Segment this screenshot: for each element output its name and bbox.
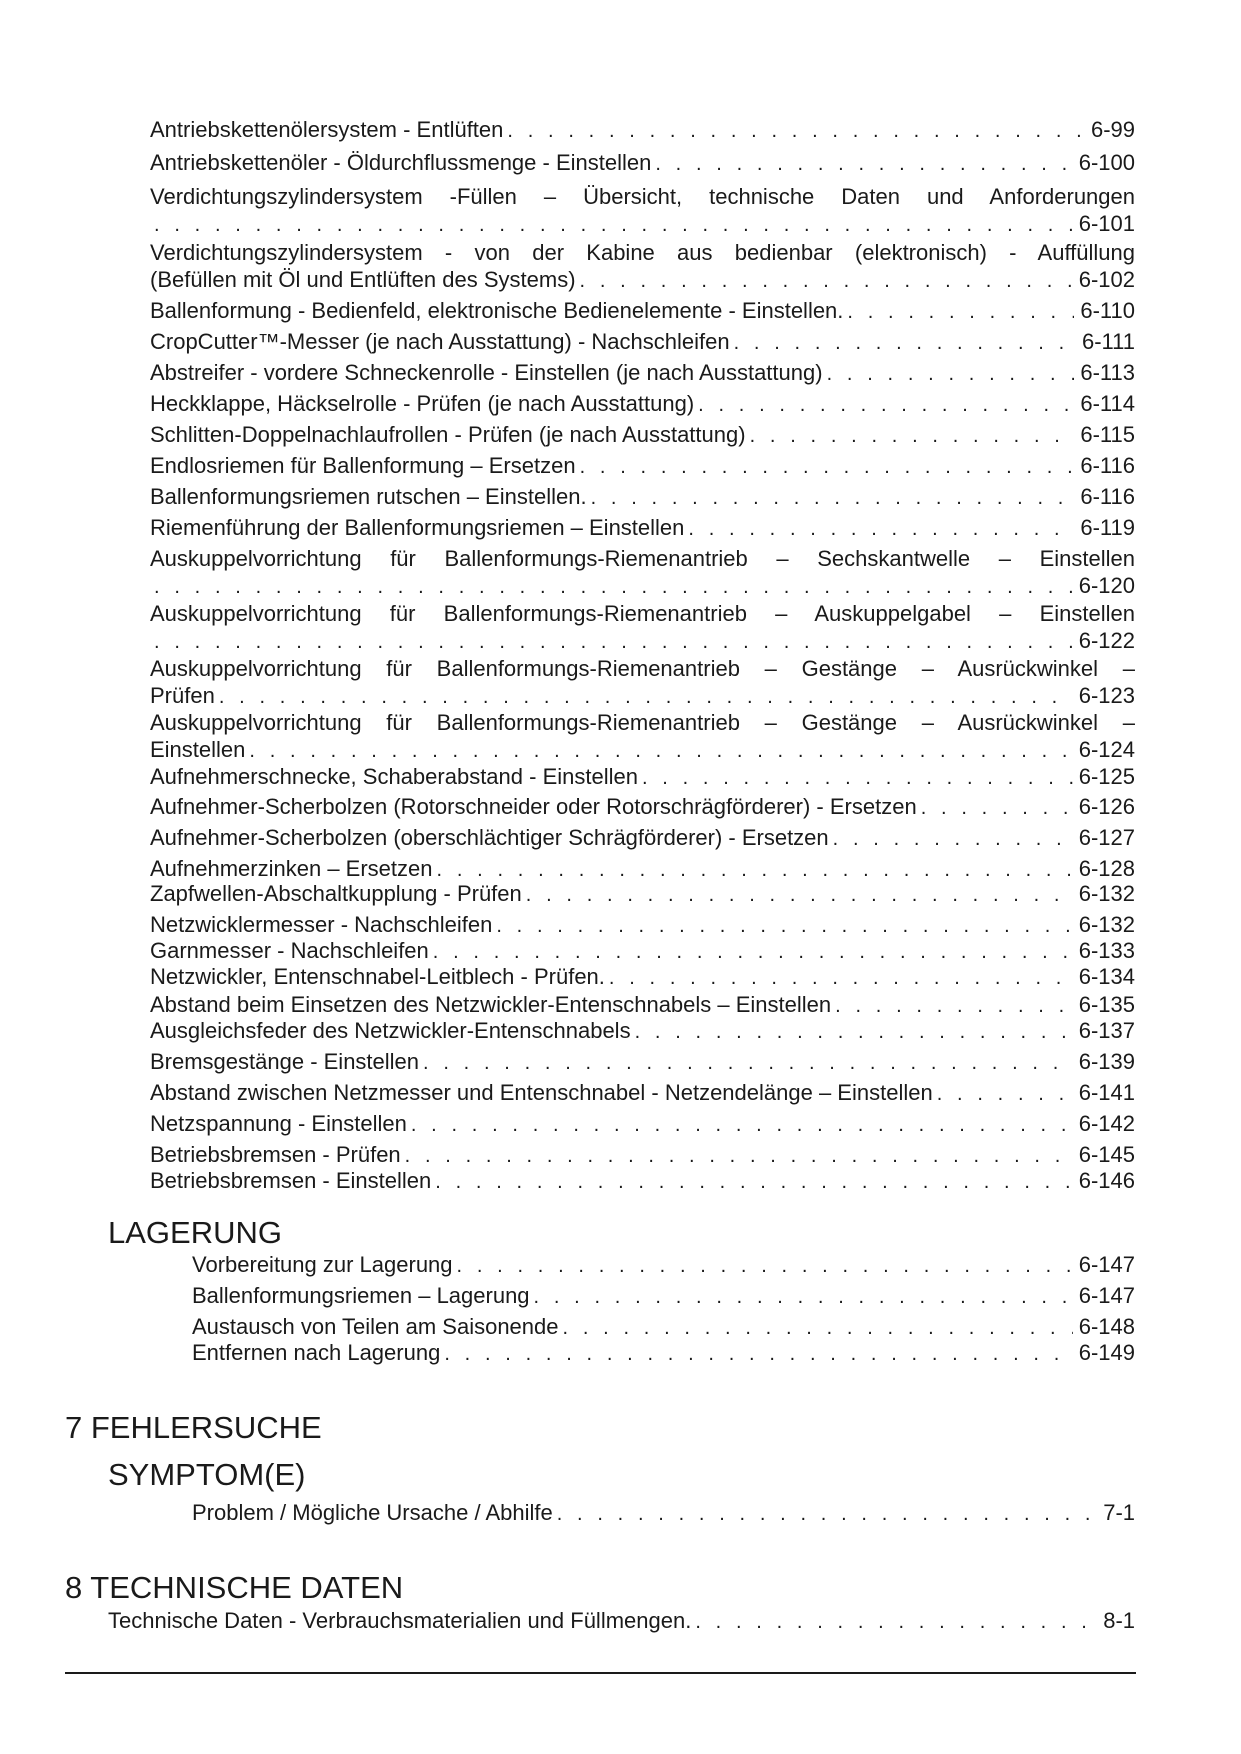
dot-leader [591, 485, 1075, 512]
toc-entry-page: 6-116 [1080, 484, 1135, 509]
toc-entry-page: 6-132 [1078, 912, 1135, 937]
toc-entry[interactable] [150, 600, 1135, 656]
chapter-heading-8: 8 TECHNISCHE DATEN [65, 1570, 404, 1605]
dot-leader [655, 151, 1072, 178]
toc-entry[interactable] [150, 911, 1135, 940]
dot-leader [563, 1315, 1073, 1342]
dot-leader [698, 392, 1074, 419]
dot-leader [827, 361, 1075, 388]
toc-entry-title: Antriebskettenölersystem - Entlüften [150, 117, 504, 142]
toc-entry-title: (Befüllen mit Öl und Entlüften des Systems) [150, 267, 576, 292]
toc-entry[interactable] [150, 1079, 1135, 1108]
toc-entry-title: CropCutter™-Messer (je nach Ausstattung) - Nachschleifen [150, 329, 730, 354]
dot-leader [580, 454, 1075, 481]
toc-entry-page: 6-142 [1078, 1111, 1135, 1136]
toc-entry-title: Abstreifer - vordere Schneckenrolle - Einstellen (je nach Ausstattung) [150, 360, 823, 385]
toc-entry[interactable] [150, 709, 1135, 765]
dot-leader [154, 212, 1073, 239]
dot-leader [219, 684, 1073, 711]
toc-entry[interactable] [192, 1313, 1135, 1342]
toc-entry-title: Netzwicklermesser - Nachschleifen [150, 912, 493, 937]
toc-entry[interactable] [150, 390, 1135, 419]
toc-entry-title-line: Verdichtungszylindersystem - von der Kabine aus bedienbar (elektronisch) - Auffüllung [150, 240, 1135, 265]
toc-entry[interactable] [192, 1339, 1135, 1368]
dot-leader [609, 965, 1073, 992]
toc-entry-page: 6-115 [1080, 422, 1135, 447]
toc-entry-title: Garnmesser - Nachschleifen [150, 938, 429, 963]
dot-leader [534, 1284, 1073, 1311]
toc-entry-page: 6-122 [1078, 628, 1135, 653]
toc-entry-title-line: Verdichtungszylindersystem -Füllen – Übersicht, technische Daten und Anforderungen [150, 184, 1135, 209]
toc-entry-title: Einstellen [150, 737, 246, 762]
dot-leader [642, 765, 1073, 792]
toc-entry-page: 6-114 [1080, 391, 1135, 416]
toc-entry-title: Vorbereitung zur Lagerung [192, 1252, 453, 1277]
toc-entry-title: Abstand beim Einsetzen des Netzwickler-Entenschnabels – Einstellen [150, 992, 832, 1017]
toc-entry-title: Aufnehmerschnecke, Schaberabstand - Einstellen [150, 764, 638, 789]
toc-entry[interactable] [150, 452, 1135, 481]
toc-entry-page: 6-148 [1078, 1314, 1135, 1339]
dot-leader [734, 330, 1076, 357]
toc-entry-page: 6-134 [1078, 964, 1135, 989]
toc-entry-title: Austausch von Teilen am Saisonende [192, 1314, 559, 1339]
toc-entry-page: 6-132 [1078, 881, 1135, 906]
toc-entry-page: 6-100 [1078, 150, 1135, 175]
toc-entry-title: Aufnehmer-Scherbolzen (Rotorschneider oder Rotorschrägförderer) - Ersetzen [150, 794, 917, 819]
toc-entry-page: 6-146 [1078, 1168, 1135, 1193]
toc-entry-page: 6-123 [1078, 683, 1135, 708]
toc-entry-page: 6-135 [1078, 992, 1135, 1017]
toc-entry-title: Technische Daten - Verbrauchsmaterialien und Füllmengen. [108, 1608, 692, 1633]
toc-entry-page: 6-119 [1080, 515, 1135, 540]
toc-entry-title: Abstand zwischen Netzmesser und Entenschnabel - Netzendelänge – Einstellen [150, 1080, 933, 1105]
dot-leader [433, 939, 1073, 966]
toc-entry[interactable] [150, 1167, 1135, 1196]
toc-entry[interactable] [150, 937, 1135, 966]
dot-leader [750, 423, 1075, 450]
toc-entry[interactable] [150, 880, 1135, 909]
toc-entry-page: 6-102 [1078, 267, 1135, 292]
toc-entry[interactable] [192, 1251, 1135, 1280]
dot-leader [833, 826, 1073, 853]
toc-entry-page: 6-137 [1078, 1018, 1135, 1043]
toc-entry[interactable] [150, 963, 1135, 992]
toc-entry[interactable] [150, 824, 1135, 853]
section-heading-lagerung: LAGERUNG [108, 1215, 282, 1250]
dot-leader [580, 268, 1073, 295]
toc-entry-page: 6-133 [1078, 938, 1135, 963]
toc-entry-title: Netzwickler, Entenschnabel-Leitblech - Prüfen. [150, 964, 605, 989]
toc-entry-page: 6-141 [1078, 1080, 1135, 1105]
dot-leader [496, 913, 1072, 940]
toc-entry[interactable] [150, 116, 1135, 145]
toc-entry-page: 6-149 [1078, 1340, 1135, 1365]
dot-leader [847, 299, 1074, 326]
dot-leader [635, 1019, 1073, 1046]
toc-entry-title: Antriebskettenöler - Öldurchflussmenge - Einstellen [150, 150, 652, 175]
dot-leader [154, 629, 1073, 656]
toc-entry-title: Bremsgestänge - Einstellen [150, 1049, 420, 1074]
toc-entry[interactable] [192, 1282, 1135, 1311]
toc-entry-title: Endlosriemen für Ballenformung – Ersetzen [150, 453, 576, 478]
dot-leader [921, 795, 1073, 822]
toc-entry-page: 7-1 [1103, 1500, 1135, 1525]
dot-leader [457, 1253, 1073, 1280]
toc-entry-title: Zapfwellen-Abschaltkupplung - Prüfen [150, 881, 522, 906]
toc-entry[interactable] [108, 1607, 1135, 1636]
dot-leader [405, 1143, 1073, 1170]
toc-entry-page: 6-139 [1078, 1049, 1135, 1074]
toc-entry[interactable] [150, 421, 1135, 450]
toc-entry[interactable] [150, 359, 1135, 388]
toc-entry[interactable] [150, 793, 1135, 822]
toc-entry-title: Ballenformungsriemen rutschen – Einstellen. [150, 484, 587, 509]
toc-entry-page: 6-99 [1090, 117, 1135, 142]
toc-entry[interactable] [150, 763, 1135, 792]
dot-leader [557, 1501, 1097, 1528]
toc-entry-page: 6-127 [1078, 825, 1135, 850]
dot-leader [526, 882, 1073, 909]
toc-entry-page: 6-147 [1078, 1252, 1135, 1277]
toc-entry-page: 6-147 [1078, 1283, 1135, 1308]
dot-leader [507, 118, 1085, 145]
toc-entry-page: 6-101 [1078, 211, 1135, 236]
toc-entry-title: Problem / Mögliche Ursache / Abhilfe [192, 1500, 553, 1525]
toc-entry[interactable] [150, 991, 1135, 1020]
toc-entry-page: 8-1 [1103, 1608, 1135, 1633]
toc-entry[interactable] [150, 514, 1135, 543]
toc-entry-page: 6-113 [1080, 360, 1135, 385]
section-heading-symptome: SYMPTOM(E) [108, 1457, 306, 1492]
dot-leader [435, 1169, 1072, 1196]
toc-entry-title: Ballenformung - Bedienfeld, elektronische Bedienelemente - Einstellen. [150, 298, 844, 323]
toc-entry[interactable] [150, 297, 1135, 326]
footer-rule [65, 1672, 1136, 1674]
toc-entry-page: 6-116 [1080, 453, 1135, 478]
toc-entry-title: Ausgleichsfeder des Netzwickler-Entenschnabels [150, 1018, 631, 1043]
toc-entry-title: Heckklappe, Häckselrolle - Prüfen (je nach Ausstattung) [150, 391, 695, 416]
toc-entry-title-line: Auskuppelvorrichtung für Ballenformungs-Riemenantrieb – Auskuppelgabel – Einstellen [150, 601, 1135, 626]
chapter-heading-7: 7 FEHLERSUCHE [65, 1410, 322, 1445]
toc-entry-title-line: Auskuppelvorrichtung für Ballenformungs-Riemenantrieb – Gestänge – Ausrückwinkel – [150, 656, 1135, 681]
toc-entry-title: Riemenführung der Ballenformungsriemen – Einstellen [150, 515, 685, 540]
toc-entry-page: 6-125 [1078, 764, 1135, 789]
toc-entry-page: 6-128 [1078, 856, 1135, 881]
toc-entry-page: 6-120 [1078, 573, 1135, 598]
toc-entry-title: Prüfen [150, 683, 215, 708]
dot-leader [695, 1609, 1097, 1636]
dot-leader [154, 574, 1073, 601]
toc-entry-title-line: Auskuppelvorrichtung für Ballenformungs-Riemenantrieb – Sechskantwelle – Einstellen [150, 546, 1135, 571]
toc-entry[interactable] [150, 1141, 1135, 1170]
toc-entry-title: Betriebsbremsen - Prüfen [150, 1142, 401, 1167]
toc-entry[interactable] [150, 239, 1135, 295]
toc-entry-title: Aufnehmer-Scherbolzen (oberschlächtiger Schrägförderer) - Ersetzen [150, 825, 829, 850]
toc-entry-title-line: Auskuppelvorrichtung für Ballenformungs-Riemenantrieb – Gestänge – Ausrückwinkel – [150, 710, 1135, 735]
dot-leader [835, 993, 1073, 1020]
dot-leader [444, 1341, 1072, 1368]
toc-entry[interactable] [150, 1017, 1135, 1046]
dot-leader [688, 516, 1074, 543]
toc-entry[interactable] [150, 545, 1135, 601]
toc-entry[interactable] [150, 183, 1135, 239]
toc-entry-title: Netzspannung - Einstellen [150, 1111, 407, 1136]
toc-entry[interactable] [150, 655, 1135, 711]
toc-entry-page: 6-110 [1080, 298, 1135, 323]
toc-entry-title: Entfernen nach Lagerung [192, 1340, 441, 1365]
toc-entry[interactable] [192, 1499, 1135, 1528]
toc-entry-title: Betriebsbremsen - Einstellen [150, 1168, 432, 1193]
toc-entry-title: Schlitten-Doppelnachlaufrollen - Prüfen (je nach Ausstattung) [150, 422, 746, 447]
toc-entry[interactable] [150, 328, 1135, 357]
dot-leader [249, 738, 1072, 765]
toc-entry-page: 6-126 [1078, 794, 1135, 819]
toc-entry-page: 6-145 [1078, 1142, 1135, 1167]
toc-entry-title: Aufnehmerzinken – Ersetzen [150, 856, 433, 881]
dot-leader [411, 1112, 1073, 1139]
toc-entry[interactable] [150, 1110, 1135, 1139]
dot-leader [937, 1081, 1073, 1108]
toc-entry-title: Ballenformungsriemen – Lagerung [192, 1283, 530, 1308]
toc-entry[interactable] [150, 483, 1135, 512]
dot-leader [423, 1050, 1073, 1077]
toc-entry-page: 6-124 [1078, 737, 1135, 762]
toc-entry[interactable] [150, 1048, 1135, 1077]
toc-entry-page: 6-111 [1081, 329, 1135, 354]
toc-entry[interactable] [150, 149, 1135, 178]
